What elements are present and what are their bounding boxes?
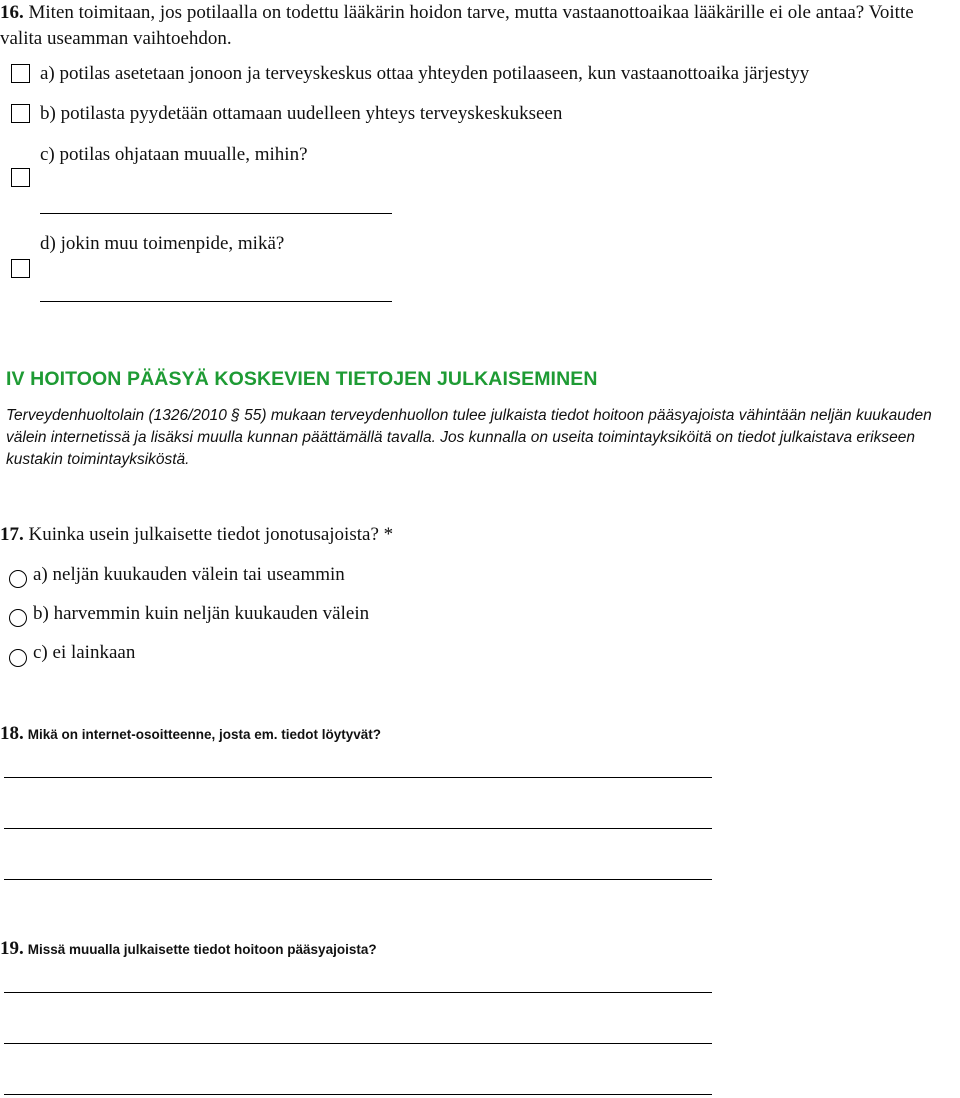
- q16-option-d-answer-line[interactable]: [40, 301, 392, 302]
- question-16-text: Miten toimitaan, jos potilaalla on todettu lääkärin hoidon tarve, mutta vastaanottoaikaa lääkärille ei ole antaa? Voitte valita useamman vaihtoehdon.: [0, 2, 914, 49]
- q16-option-c-answer-line[interactable]: [40, 213, 392, 214]
- question-18-text: Mikä on internet-osoitteenne, josta em. tiedot löytyvät?: [27, 727, 382, 742]
- q16-option-b-label: b) potilasta pyydetään ottamaan uudelleen yhteys terveyskeskukseen: [40, 103, 563, 124]
- question-16: [0, 0, 958, 52]
- q16-option-d-label: d) jokin muu toimenpide, mikä?: [40, 233, 285, 254]
- section-description: Terveydenhuoltolain (1326/2010 § 55) mukaan terveydenhuollon tulee julkaista tiedot hoitoon pääsyajoista vähintään neljän kuukauden välein internetissä ja lisäksi muulla kunnan päättämällä tavalla. Jos kunnalla on useita toimintayksiköitä on tiedot julkaistava erikseen kustakin toimintayksiköstä.: [6, 407, 932, 468]
- q17-option-b-label: b) harvemmin kuin neljän kuukauden välein: [33, 603, 370, 624]
- question-18: [0, 723, 381, 745]
- q16-option-b-checkbox[interactable]: [11, 104, 30, 123]
- question-19: [0, 938, 377, 960]
- q17-option-a-label: a) neljän kuukauden välein tai useammin: [33, 564, 345, 585]
- q16-option-c-label: c) potilas ohjataan muualle, mihin?: [40, 144, 308, 165]
- question-19-text: Missä muualla julkaisette tiedot hoitoon pääsyajoista?: [27, 942, 377, 957]
- question-17-text: Kuinka usein julkaisette tiedot jonotusajoista? *: [28, 524, 394, 545]
- section-title: IV HOITOON PÄÄSYÄ KOSKEVIEN TIETOJEN JULKAISEMINEN: [6, 368, 598, 390]
- q18-answer-line-1[interactable]: [4, 777, 712, 778]
- question-16-number: 16.: [0, 2, 24, 23]
- q18-answer-line-3[interactable]: [4, 879, 712, 880]
- q19-answer-line-1[interactable]: [4, 992, 712, 993]
- q16-option-d-checkbox[interactable]: [11, 259, 30, 278]
- q16-option-a-checkbox[interactable]: [11, 64, 30, 83]
- q19-answer-line-3[interactable]: [4, 1094, 712, 1095]
- question-18-number: 18.: [0, 723, 24, 744]
- q18-answer-line-2[interactable]: [4, 828, 712, 829]
- q17-option-c-radio[interactable]: [9, 649, 27, 667]
- q19-answer-line-2[interactable]: [4, 1043, 712, 1044]
- q17-option-a-radio[interactable]: [9, 570, 27, 588]
- q16-option-a-label: a) potilas asetetaan jonoon ja terveyskeskus ottaa yhteyden potilaaseen, kun vastaanottoaika järjestyy: [40, 63, 810, 84]
- q16-option-c-checkbox[interactable]: [11, 168, 30, 187]
- q17-option-c-label: c) ei lainkaan: [33, 642, 136, 663]
- question-17-number: 17.: [0, 524, 24, 545]
- question-19-number: 19.: [0, 938, 24, 959]
- question-17: [0, 523, 393, 547]
- q17-option-b-radio[interactable]: [9, 609, 27, 627]
